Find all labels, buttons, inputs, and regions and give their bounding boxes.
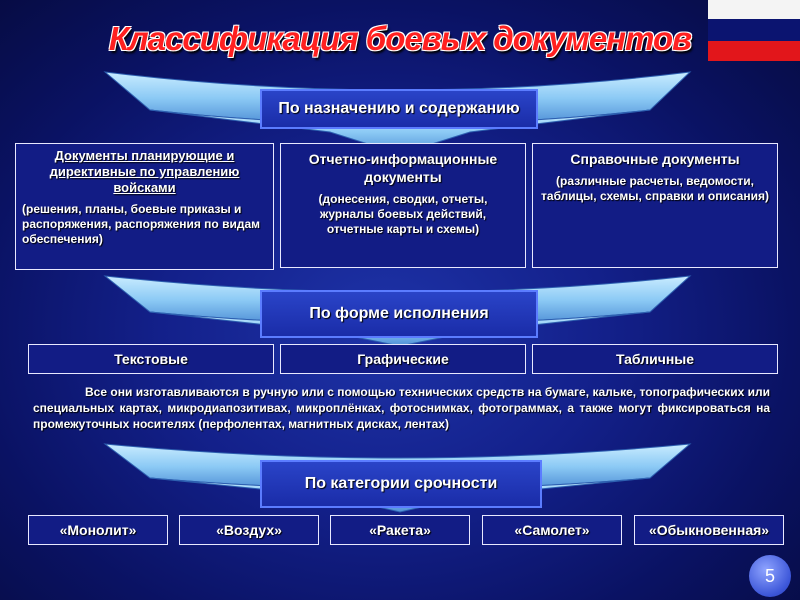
flag-white-stripe bbox=[708, 0, 800, 19]
box-planning-head: Документы планирующие и директивные по управлению войсками bbox=[49, 148, 240, 195]
form-text: Текстовые bbox=[28, 344, 274, 374]
box-reference-documents bbox=[532, 143, 778, 268]
form-graphic: Графические bbox=[280, 344, 526, 374]
category-purpose: По назначению и содержанию bbox=[260, 89, 538, 129]
category-form: По форме исполнения bbox=[260, 290, 538, 338]
box-reporting-documents bbox=[280, 143, 526, 268]
box-reporting-head: Отчетно-информационные документы bbox=[308, 151, 498, 185]
box-reference-head: Справочные документы bbox=[570, 151, 740, 167]
box-reference-sub: (различные расчеты, ведомости, таблицы, схемы, справки и описания) bbox=[541, 174, 769, 203]
form-tabular: Табличные bbox=[532, 344, 778, 374]
box-planning-documents bbox=[15, 143, 274, 270]
slide-title: Классификация боевых документов bbox=[108, 20, 692, 57]
urgency-vozdukh: «Воздух» bbox=[179, 515, 319, 545]
box-planning-sub: (решения, планы, боевые приказы и распоряжения, распоряжения по видам обеспечения) bbox=[22, 202, 260, 246]
description-paragraph: Все они изготавливаются в ручную или с помощью технических средств на бумаге, кальке, топографических или специальных картах, микродиапозитивах, микроплёнках, фотоснимках, фотограммах, а также могут фиксироваться на промежуточных носителях (перфолентах, магнитных дисках, лентах) bbox=[33, 385, 770, 431]
category-urgency: По категории срочности bbox=[260, 460, 542, 508]
urgency-samolet: «Самолет» bbox=[482, 515, 622, 545]
urgency-monolit: «Монолит» bbox=[28, 515, 168, 545]
urgency-raketa: «Ракета» bbox=[330, 515, 470, 545]
page-number-badge: 5 bbox=[749, 555, 791, 597]
box-reporting-sub: (донесения, сводки, отчеты, журналы боевых действий, отчетные карты и схемы) bbox=[318, 192, 488, 236]
urgency-obyknovennaya: «Обыкновенная» bbox=[634, 515, 784, 545]
